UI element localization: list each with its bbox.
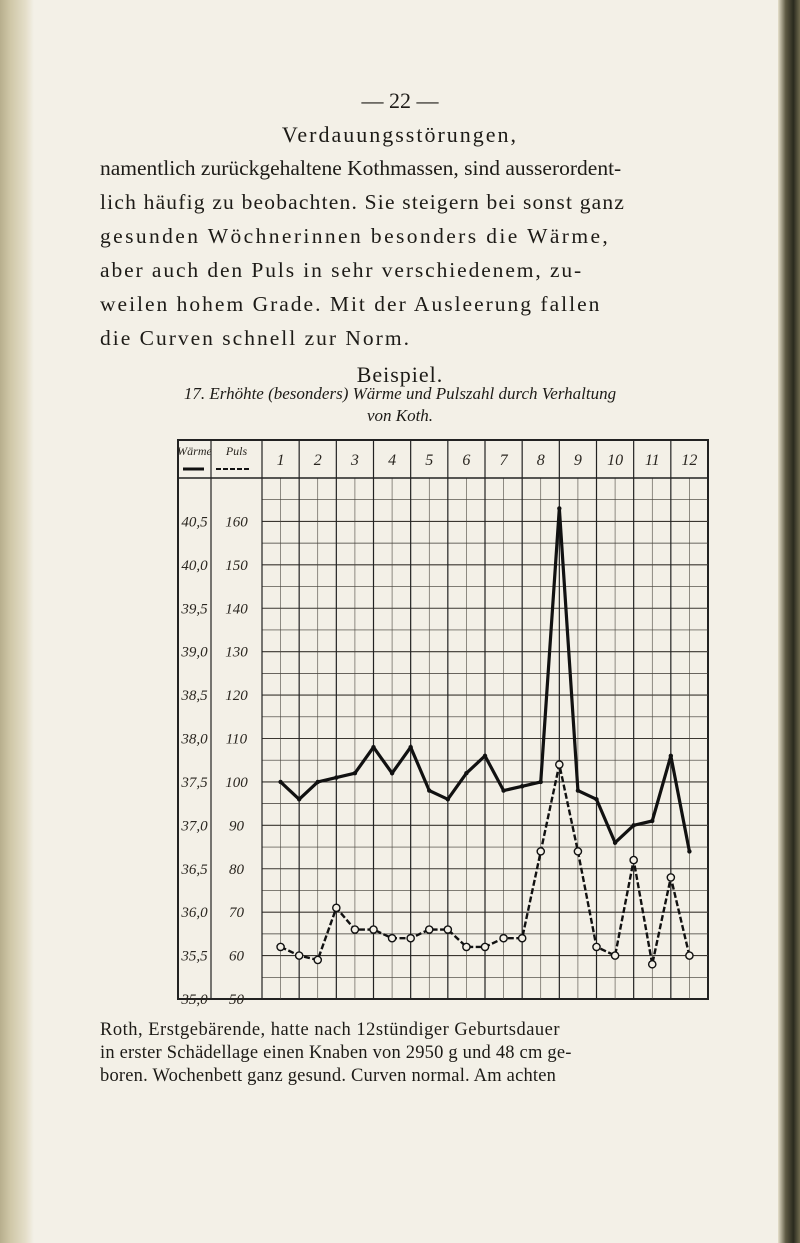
pulse-tick-label: 50 [229,992,244,1008]
pulse-tick-label: 60 [229,948,244,965]
chart-caption: 17. Erhöhte (besonders) Wärme und Pulszahl durch Verhaltung [183,384,617,403]
body-line: aber auch den Puls in sehr verschiedenem, zu- [100,258,584,282]
temperature-tick-label: 36,0 [181,905,208,922]
pulse-point [333,904,340,911]
pulse-tick-label: 130 [225,644,248,661]
temperature-tick-label: 35,5 [181,948,208,965]
temperature-point [353,771,357,775]
temperature-point [501,788,505,792]
body-line: in erster Schädellage einen Knaben von 2950 g und 48 cm ge- [100,1043,572,1063]
temperature-point [408,745,412,749]
example-heading: Beispiel. [356,362,444,387]
temperature-point [446,797,450,801]
pulse-point [519,935,526,942]
temperature-point [539,780,543,784]
chart-caption-continued: von Koth. [366,406,434,425]
day-label: 3 [350,452,359,469]
body-line: gesunden Wöchnerinnen besonders die Wärme, [100,224,611,248]
temperature-point [520,784,524,788]
day-label: 7 [499,452,508,469]
pulse-tick-label: 150 [225,557,248,574]
temperature-point [334,775,338,779]
pulse-point [537,848,544,855]
pulse-point [500,935,507,942]
body-line: weilen hohem Grade. Mit der Ausleerung fallen [100,292,602,316]
temperature-point [278,780,282,784]
pulse-axis-label: Puls [225,444,248,458]
page-number: — 22 — [361,88,439,113]
pulse-point [611,952,618,959]
section-title: Verdauungsstörungen, [281,122,519,147]
day-label: 12 [681,452,698,469]
temperature-point [613,841,617,845]
temperature-point [297,797,301,801]
pulse-point [407,935,414,942]
pulse-point [277,943,284,950]
temperature-point [464,771,468,775]
body-line: boren. Wochenbett ganz gesund. Curven normal. Am achten [100,1066,557,1086]
temperature-tick-label: 37,5 [181,774,208,791]
body-line: die Curven schnell zur Norm. [100,326,411,350]
pulse-point [296,952,303,959]
day-label: 10 [607,452,624,469]
pulse-point [426,926,433,933]
pulse-point [630,856,637,863]
pulse-point [593,943,600,950]
temperature-point [371,745,375,749]
day-label: 9 [573,452,582,469]
pulse-tick-label: 120 [225,688,248,705]
pulse-point [444,926,451,933]
pulse-point [370,926,377,933]
temperature-tick-label: 37,0 [181,818,208,835]
day-label: 8 [536,452,545,469]
temperature-point [669,754,673,758]
pulse-point [314,956,321,963]
pulse-point [388,935,395,942]
body-line: namentlich zurückgehaltene Kothmassen, sind ausserordent- [100,156,622,180]
temperature-point [390,771,394,775]
pulse-tick-label: 160 [225,514,248,531]
pulse-tick-label: 70 [229,905,244,922]
pulse-tick-label: 140 [225,601,248,618]
temperature-point [483,754,487,758]
temperature-tick-label: 36,5 [181,861,208,878]
temperature-point [650,819,654,823]
day-label: 4 [388,452,397,469]
pulse-point [574,848,581,855]
temperature-point [576,788,580,792]
temperature-tick-label: 35,0 [181,992,208,1008]
temperature-point [687,849,691,853]
temperature-point [316,780,320,784]
temperature-point [631,823,635,827]
temperature-tick-label: 40,0 [181,557,208,574]
day-label: 11 [644,452,660,469]
temperature-tick-label: 39,5 [181,601,208,618]
temperature-axis-label: Wärme [177,444,212,458]
pulse-point [481,943,488,950]
pulse-point [686,952,693,959]
pulse-tick-label: 110 [225,731,248,748]
pulse-tick-label: 100 [225,774,248,791]
chart-frame [178,440,708,999]
temperature-point [557,506,561,510]
temperature-point [594,797,598,801]
pulse-point [667,874,674,881]
temperature-point [427,788,431,792]
temperature-tick-label: 38,5 [181,688,208,705]
body-line: lich häufig zu beobachten. Sie steigern bei sonst ganz [100,190,626,214]
day-label: 5 [425,452,434,469]
temperature-tick-label: 39,0 [181,644,208,661]
temperature-tick-label: 38,0 [181,731,208,748]
pulse-tick-label: 90 [229,818,244,835]
pulse-point [463,943,470,950]
day-label: 2 [313,452,322,469]
day-label: 1 [276,452,285,469]
body-line: Roth, Erstgebärende, hatte nach 12stündiger Geburtsdauer [100,1020,561,1040]
pulse-point [556,761,563,768]
pulse-point [649,961,656,968]
pulse-tick-label: 80 [229,861,244,878]
pulse-point [351,926,358,933]
day-label: 6 [462,452,471,469]
temperature-tick-label: 40,5 [181,514,208,531]
